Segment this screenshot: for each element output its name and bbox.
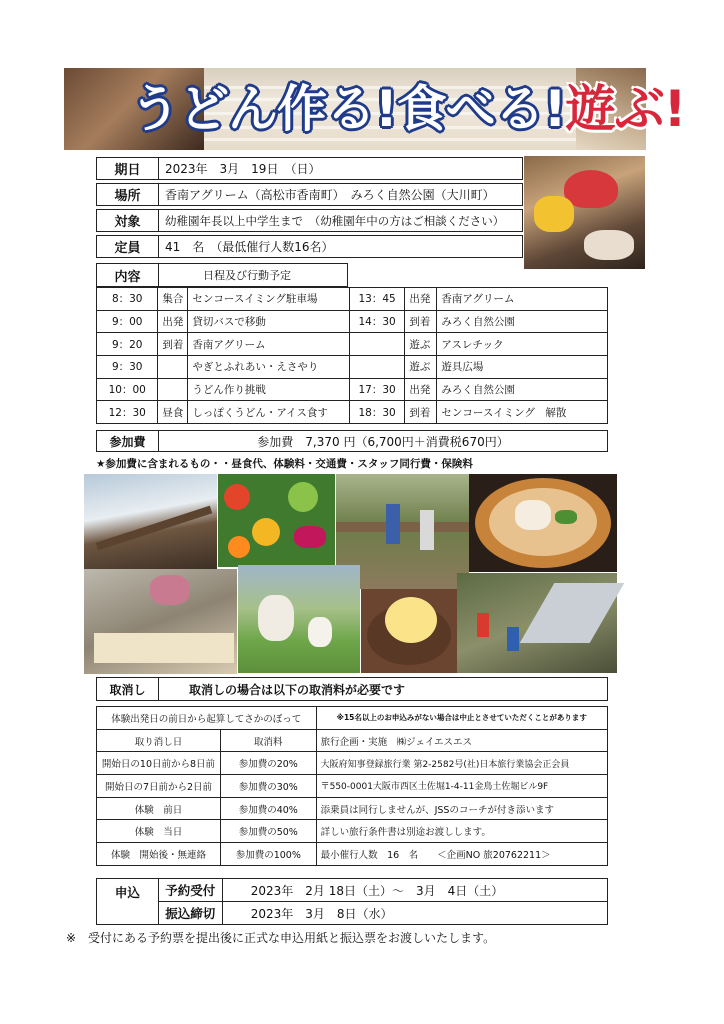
table-row — [97, 879, 608, 902]
fee-note: ★参加費に含まれるもの・・昼食代、体験料・交通費・スタッフ同行費・保険料 — [96, 458, 473, 470]
fee-value: 参加費 7,370 円（6,700円＋消費税670円） — [257, 434, 509, 449]
schedule-label: 内容 — [97, 264, 159, 286]
schedule-type2: 到着 — [405, 310, 437, 333]
cancel-day: 開始日の10日前から8日前 — [97, 752, 221, 775]
schedule-type2: 出発 — [405, 378, 437, 401]
capacity-label: 定員 — [97, 236, 159, 257]
cancel-intro: 体験出発日の前日から起算してさかのぼって — [97, 707, 317, 730]
agency-line: 添乗員は同行しませんが、JSSのコーチが付き添います — [316, 797, 607, 820]
schedule-type: 出発 — [158, 310, 188, 333]
banner-title — [130, 74, 690, 144]
cancel-header — [96, 677, 608, 701]
schedule-type — [158, 378, 188, 401]
table-row — [97, 310, 608, 333]
reserve-value: 2023年 2月 18日（土）～ 3月 4日（土） — [222, 879, 607, 902]
schedule-time2 — [349, 356, 405, 379]
banner-title-accent: 遊ぶ! — [565, 80, 686, 138]
photo-udon-bowl — [469, 474, 617, 572]
date-value: 2023年 3月 19日 （日） — [165, 162, 321, 176]
schedule-desc: しっぽくうどん・アイス食す — [188, 401, 349, 424]
schedule-time2 — [349, 333, 405, 356]
cancel-table — [96, 706, 608, 866]
place-value: 香南アグリーム（高松市香南町） みろく自然公園（大川町） — [165, 188, 495, 202]
cancel-rate: 参加費の100% — [220, 843, 316, 866]
cancel-col-day: 取り消し日 — [97, 729, 221, 752]
photo-children-cooking — [524, 156, 645, 269]
target-value: 幼稚園年長以上中学生まで （幼稚園年中の方はご相談ください） — [165, 213, 505, 228]
title-banner — [64, 68, 686, 150]
agency-line: 旅行企画・実施 ㈱ジェイエスエス — [316, 729, 607, 752]
pay-deadline-value: 2023年 3月 8日（水） — [222, 902, 607, 925]
agency-line: 詳しい旅行条件書は別途お渡しします。 — [316, 820, 607, 843]
cancel-label: 取消し — [97, 678, 159, 700]
fee-label: 参加費 — [97, 431, 159, 451]
cancel-day: 体験 当日 — [97, 820, 221, 843]
cancel-rate: 参加費の30% — [220, 775, 316, 798]
schedule-desc: 香南アグリーム — [188, 333, 349, 356]
capacity-value: 41 名 （最低催行人数16名） — [165, 240, 334, 254]
schedule-time: 12：30 — [97, 401, 158, 424]
schedule-time: 9：20 — [97, 333, 158, 356]
cancel-day: 体験 前日 — [97, 797, 221, 820]
schedule-time2: 18：30 — [349, 401, 405, 424]
schedule-desc2: みろく自然公園 — [437, 378, 608, 401]
target-label: 対象 — [97, 210, 159, 231]
schedule-type2: 遊ぶ — [405, 333, 437, 356]
cancel-day: 開始日の7日前から2日前 — [97, 775, 221, 798]
table-row — [97, 333, 608, 356]
footnote: ※ 受付にある予約票を提出後に正式な申込用紙と振込票をお渡しいたします。 — [66, 931, 496, 945]
photo-ice-cream — [361, 589, 457, 673]
cancel-col-fee: 取消料 — [220, 729, 316, 752]
schedule-type: 昼食 — [158, 401, 188, 424]
schedule-time: 10：00 — [97, 378, 158, 401]
table-row — [97, 378, 608, 401]
schedule-time2: 13：45 — [349, 288, 405, 311]
reserve-label: 予約受付 — [158, 879, 222, 902]
cancel-rate: 参加費の20% — [220, 752, 316, 775]
schedule-type: 集合 — [158, 288, 188, 311]
info-row-date — [96, 157, 523, 180]
schedule-desc: 貸切バスで移動 — [188, 310, 349, 333]
agency-line: 最小催行人数 16 名 ＜企画NO 旅20762211＞ — [316, 843, 607, 866]
apply-table — [96, 878, 608, 925]
photo-making-udon — [84, 569, 237, 674]
schedule-type — [158, 356, 188, 379]
schedule-time: 8：30 — [97, 288, 158, 311]
schedule-caption: 日程及び行動予定 — [203, 269, 291, 282]
info-row-target — [96, 209, 523, 232]
schedule-table — [96, 287, 608, 424]
cancel-min-note: ※15名以上のお申込みがない場合は中止とさせていただくことがあります — [316, 707, 607, 730]
date-label: 期日 — [97, 158, 159, 179]
table-row — [97, 401, 608, 424]
table-row — [97, 843, 608, 866]
schedule-header — [96, 263, 348, 287]
table-row — [97, 775, 608, 798]
table-row — [97, 729, 608, 752]
cancel-headline: 取消しの場合は以下の取消料が必要です — [189, 682, 406, 697]
photo-vegetables — [218, 474, 335, 567]
info-row-place — [96, 183, 523, 206]
schedule-type: 到着 — [158, 333, 188, 356]
pay-deadline-label: 振込締切 — [158, 902, 222, 925]
cancel-rate: 参加費の40% — [220, 797, 316, 820]
table-row — [97, 820, 608, 843]
schedule-time: 9：00 — [97, 310, 158, 333]
cancel-day: 体験 開始後・無連絡 — [97, 843, 221, 866]
schedule-time: 9：30 — [97, 356, 158, 379]
schedule-desc2: 遊具広場 — [437, 356, 608, 379]
apply-label: 申込 — [97, 879, 159, 925]
schedule-type2: 到着 — [405, 401, 437, 424]
schedule-desc: センコースイミング駐車場 — [188, 288, 349, 311]
table-row — [97, 797, 608, 820]
table-row — [97, 902, 608, 925]
schedule-desc2: みろく自然公園 — [437, 310, 608, 333]
schedule-time2: 14：30 — [349, 310, 405, 333]
table-row — [97, 356, 608, 379]
agency-line: 〒550-0001大阪市西区土佐堀1-4-11金鳥土佐堀ビル9F — [316, 775, 607, 798]
schedule-desc: やぎとふれあい・えさやり — [188, 356, 349, 379]
fee-row — [96, 430, 608, 452]
photo-goats — [238, 565, 360, 673]
schedule-time2: 17：30 — [349, 378, 405, 401]
agency-line: 大阪府知事登録旅行業 第2-2582号(社)日本旅行業協会正会員 — [316, 752, 607, 775]
schedule-desc2: 香南アグリーム — [437, 288, 608, 311]
table-row — [97, 752, 608, 775]
cancel-rate: 参加費の50% — [220, 820, 316, 843]
photo-playground — [457, 573, 617, 673]
table-row — [97, 288, 608, 311]
schedule-type2: 遊ぶ — [405, 356, 437, 379]
banner-title-main: うどん作る!食べる! — [130, 80, 566, 138]
schedule-desc2: アスレチック — [437, 333, 608, 356]
schedule-desc2: センコースイミング 解散 — [437, 401, 608, 424]
schedule-type2: 出発 — [405, 288, 437, 311]
place-label: 場所 — [97, 184, 159, 205]
info-row-capacity — [96, 235, 523, 258]
table-row — [97, 707, 608, 730]
photo-athletic-log — [84, 474, 217, 569]
schedule-desc: うどん作り挑戦 — [188, 378, 349, 401]
